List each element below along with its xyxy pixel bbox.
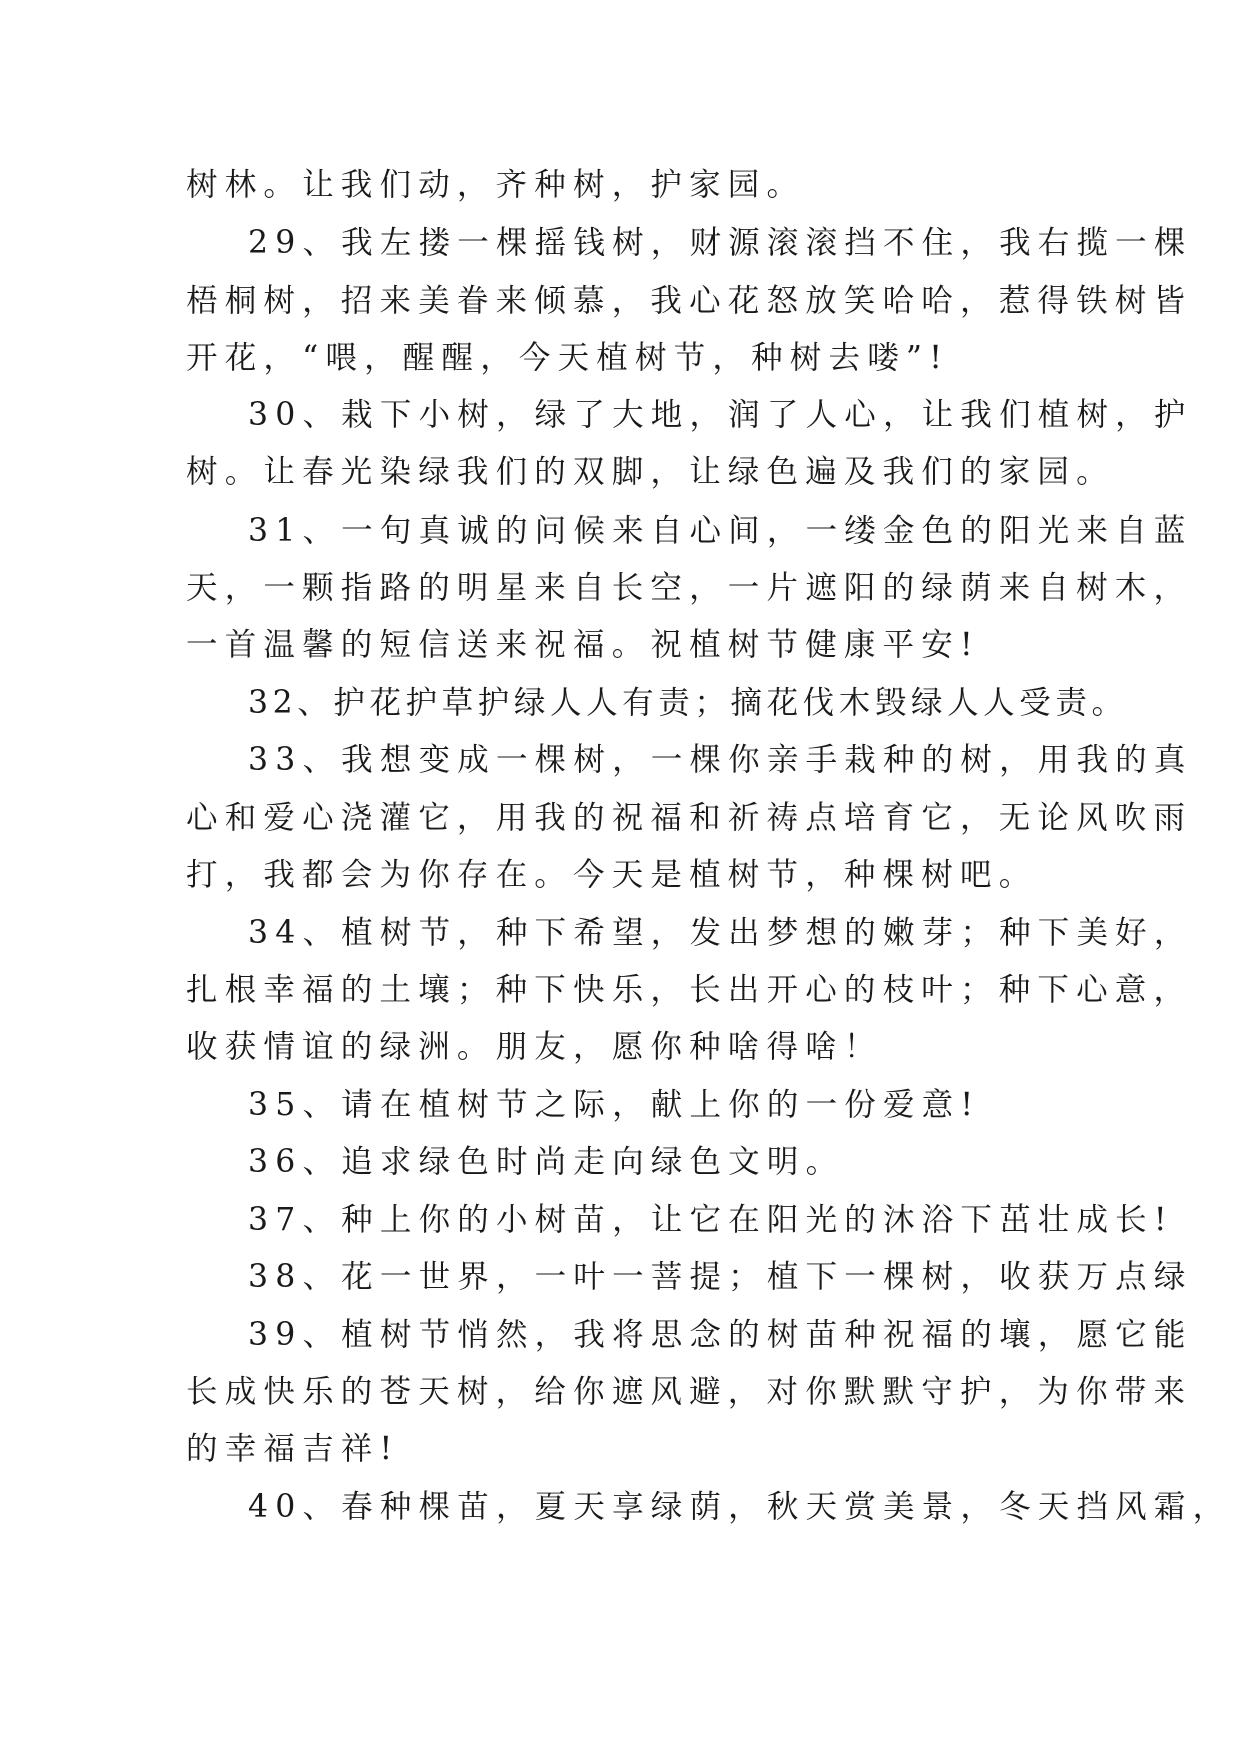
text-line: 31、一句真诚的问候来自心间，一缕金色的阳光来自蓝: [248, 513, 1193, 549]
text-line: 的幸福吉祥!: [186, 1431, 400, 1467]
text-line: 29、我左搂一棵摇钱树，财源滚滚挡不住，我右揽一棵: [248, 225, 1193, 261]
text-line: 收获情谊的绿洲。朋友，愿你种啥得啥！: [186, 1029, 883, 1065]
text-line: 打，我都会为你存在。今天是植树节，种棵树吧。: [186, 857, 1038, 893]
text-line: 梧桐树，招来美眷来倾慕，我心花怒放笑哈哈，惹得铁树皆: [186, 283, 1193, 319]
text-line: 树。让春光染绿我们的双脚，让绿色遍及我们的家园。: [186, 454, 1115, 490]
text-line: 长成快乐的苍天树，给你遮风避，对你默默守护，为你带来: [186, 1374, 1193, 1410]
text-line: 36、追求绿色时尚走向绿色文明。: [248, 1144, 845, 1180]
text-line: 扎根幸福的土壤；种下快乐，长出开心的枝叶；种下心意，: [186, 972, 1193, 1008]
text-line: 一首温馨的短信送来祝福。祝植树节健康平安!: [186, 627, 980, 663]
text-line: 心和爱心浇灌它，用我的祝福和祈祷点培育它，无论风吹雨: [186, 800, 1193, 836]
text-line: 39、植树节悄然，我将思念的树苗种祝福的壤，愿它能: [248, 1317, 1193, 1353]
text-line: 37、种上你的小树苗，让它在阳光的沐浴下茁壮成长!: [248, 1202, 1174, 1238]
text-line: 40、春种棵苗，夏天享绿荫，秋天赏美景，冬天挡风霜，: [248, 1489, 1232, 1525]
text-line: 32、护花护草护绿人人有责；摘花伐木毁绿人人受责。: [248, 685, 1128, 721]
text-line: 天，一颗指路的明星来自长空，一片遮阳的绿荫来自树木，: [186, 570, 1193, 606]
text-line: 开花，“喂，醒醒，今天植树节，种树去喽”!: [186, 340, 950, 376]
text-line: 34、植树节，种下希望，发出梦想的嫩芽；种下美好，: [248, 915, 1193, 951]
text-line: 30、栽下小树，绿了大地，润了人心，让我们植树，护: [248, 397, 1193, 433]
text-line: 33、我想变成一棵树，一棵你亲手栽种的树，用我的真: [248, 742, 1193, 778]
text-line: 38、花一世界，一叶一菩提；植下一棵树，收获万点绿: [248, 1259, 1193, 1295]
text-line: 35、请在植树节之际，献上你的一份爱意!: [248, 1087, 981, 1123]
text-line: 树林。让我们动，齐种树，护家园。: [186, 167, 806, 203]
